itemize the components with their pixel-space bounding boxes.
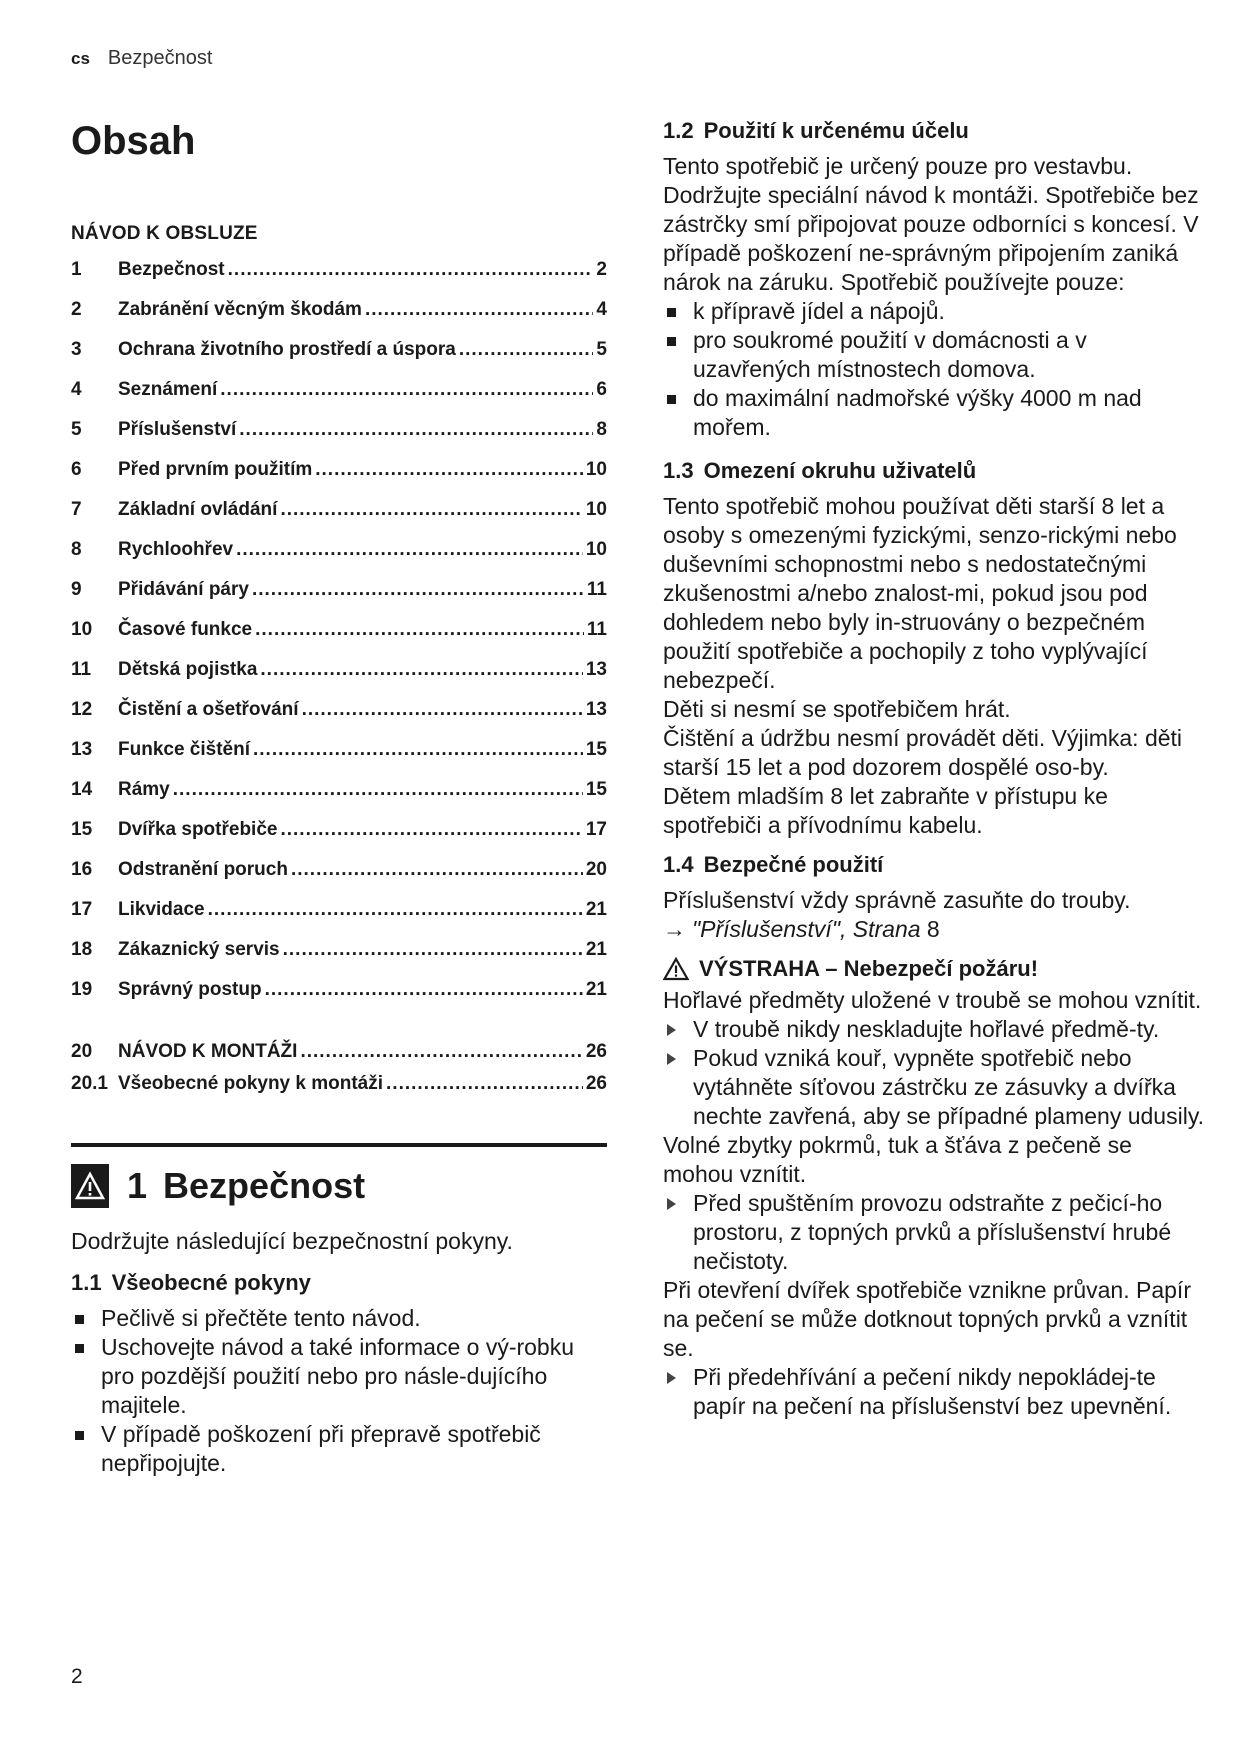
list-item: pro soukromé použití v domácnosti a v uzavřených místnostech domova.: [663, 326, 1208, 384]
toc-item-install-sub[interactable]: 20.1 Všeobecné pokyny k montáži ..... 26: [71, 1073, 607, 1105]
header-section: Bezpečnost: [107, 47, 213, 69]
user-restriction-text: Čištění a údržbu nesmí provádět děti. Výjimka: děti starší 15 let a pod dozorem dospělé oso-by.: [663, 725, 1183, 780]
toc-item[interactable]: 13 Funkce čištění ..... 15: [71, 739, 607, 779]
warning-steps: [663, 1015, 1208, 1131]
step-item: Před spuštěním provozu odstraňte z pečicí-ho prostoru, z topných prvků a příslušenství hrubé nečistoty.: [663, 1189, 1208, 1276]
section-title: 1 Bezpečnost: [127, 1165, 366, 1206]
toc-item[interactable]: 9 Přidávání páry ..... 11: [71, 579, 607, 619]
page-number: 2: [71, 1665, 83, 1688]
toc-item[interactable]: 4 Seznámení ..... 6: [71, 379, 607, 419]
section-heading: [71, 1143, 607, 1215]
warning-steps: [663, 1189, 1208, 1276]
general-instructions-list: [71, 1304, 607, 1478]
toc-item[interactable]: 12 Čistění a ošetřování ..... 13: [71, 699, 607, 739]
toc-item[interactable]: 3 Ochrana životního prostředí a úspora ..... 5: [71, 339, 607, 379]
subsection-1-1-title: 1.1 Všeobecné pokyny: [71, 1270, 311, 1295]
intended-use-text: Tento spotřebič je určený pouze pro vestavbu. Dodržujte speciální návod k montáži. Spotřebiče bez zástrčky smí připojovat pouze odborníci s koncesí. V případě poškození ne-správným připojením zaniká nárok na záruku. Spotřebič používejte pouze:: [663, 153, 1199, 295]
warning-triangle-icon: [663, 957, 689, 981]
toc-item[interactable]: 1 Bezpečnost ..... 2: [71, 259, 607, 299]
user-restriction-text: Tento spotřebič mohou používat děti starší 8 let a osoby s omezenými fyzickými, senzo-rickými nebo duševními schopnostmi nebo s nedostatečnými zkušenostmi a/nebo znalost-mi, pokud jsou pod dohledem nebo byly in-struovány o bezpečném použití spotřebiče a pochopily z toho vyplývající nebezpečí.: [663, 493, 1177, 693]
toc-item[interactable]: 17 Likvidace ..... 21: [71, 899, 607, 939]
user-restriction-text: Děti si nesmí se spotřebičem hrát.: [663, 696, 1011, 722]
cross-reference[interactable]: → "Příslušenství", Strana 8: [663, 916, 940, 942]
list-item: Uschovejte návod a také informace o vý-robku pro pozdější použití nebo pro násle-dujícího majitele.: [71, 1333, 607, 1420]
toc-item[interactable]: 2 Zabránění věcným škodám ..... 4: [71, 299, 607, 339]
toc-item[interactable]: 14 Rámy ..... 15: [71, 779, 607, 819]
warning-steps: [663, 1363, 1208, 1421]
step-item: Při předehřívání a pečení nikdy nepokládej-te papír na pečení na příslušenství bez upevnění.: [663, 1363, 1208, 1421]
right-column: [663, 116, 1208, 1421]
toc-item[interactable]: 8 Rychloohřev ..... 10: [71, 539, 607, 579]
toc-item[interactable]: 16 Odstranění poruch ..... 20: [71, 859, 607, 899]
step-item: V troubě nikdy neskladujte hořlavé předmě-ty.: [663, 1015, 1208, 1044]
list-item: do maximální nadmořské výšky 4000 m nad mořem.: [663, 384, 1208, 442]
toc-heading: NÁVOD K OBSLUZE: [71, 223, 258, 244]
subsection-1-4-title: 1.4 Bezpečné použití: [663, 852, 884, 877]
page-header: [71, 47, 212, 70]
toc-item-install[interactable]: 20 NÁVOD K MONTÁŽI ..... 26: [71, 1041, 607, 1073]
page-title: Obsah: [71, 119, 196, 163]
subsection-1-3-title: 1.3 Omezení okruhu uživatelů: [663, 458, 977, 483]
list-item: V případě poškození při přepravě spotřebič nepřipojujte.: [71, 1420, 607, 1478]
toc-item[interactable]: 10 Časové funkce ..... 11: [71, 619, 607, 659]
warning-text: Při otevření dvířek spotřebiče vznikne průvan. Papír na pečení se může dotknout topných prvků a vznítit se.: [663, 1277, 1191, 1361]
warning-icon: [71, 1164, 109, 1208]
list-item: k přípravě jídel a nápojů.: [663, 297, 1208, 326]
section-intro: Dodržujte následující bezpečnostní pokyny.: [71, 1228, 513, 1254]
warning-text: Volné zbytky pokrmů, tuk a šťáva z pečeně se mohou vznítit.: [663, 1132, 1132, 1187]
subsection-1-2-title: 1.2 Použití k určenému účelu: [663, 118, 969, 143]
toc-item[interactable]: 18 Zákaznický servis ..... 21: [71, 939, 607, 979]
toc-item[interactable]: 5 Příslušenství ..... 8: [71, 419, 607, 459]
intended-use-list: [663, 297, 1208, 442]
step-item: Pokud vzniká kouř, vypněte spotřebič nebo vytáhněte síťovou zástrčku ze zásuvky a dvířka nechte zavřená, aby se případné plameny udusily.: [663, 1044, 1208, 1131]
toc-item[interactable]: 15 Dvířka spotřebiče ..... 17: [71, 819, 607, 859]
safe-use-text: Příslušenství vždy správně zasuňte do trouby.: [663, 887, 1131, 913]
toc-item[interactable]: 6 Před prvním použitím ..... 10: [71, 459, 607, 499]
fire-warning: VÝSTRAHA – Nebezpečí požáru!: [663, 954, 1208, 984]
toc-item[interactable]: 7 Základní ovládání ..... 10: [71, 499, 607, 539]
toc-item[interactable]: 11 Dětská pojistka ..... 13: [71, 659, 607, 699]
user-restriction-text: Dětem mladším 8 let zabraňte v přístupu ke spotřebiči a přívodnímu kabelu.: [663, 783, 1108, 838]
arrow-right-icon: →: [663, 916, 686, 942]
left-column: [71, 115, 607, 1478]
warning-text: Hořlavé předměty uložené v troubě se mohou vznítit.: [663, 987, 1202, 1013]
language-code: cs: [71, 49, 90, 68]
toc-item[interactable]: 19 Správný postup ..... 21: [71, 979, 607, 1019]
list-item: Pečlivě si přečtěte tento návod.: [71, 1304, 607, 1333]
toc-list: [71, 259, 607, 1105]
